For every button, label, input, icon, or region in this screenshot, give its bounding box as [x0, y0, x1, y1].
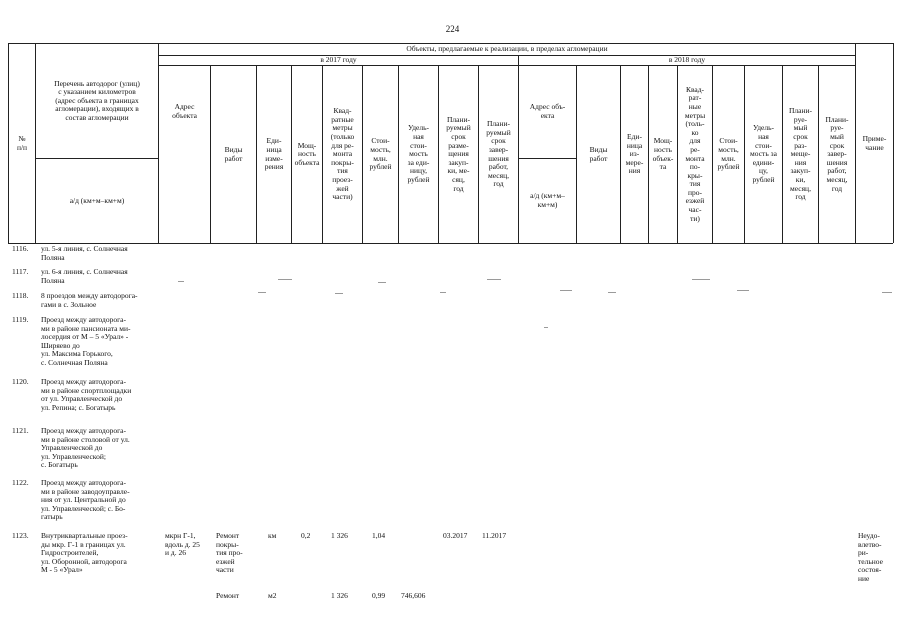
row-road-text: Проезд между автодорога- ми в районе заводоуправле- ния от ул. Центральной до ул. Управленческой; с. Бо- гатырь [41, 478, 130, 522]
header-roads: Перечень автодорог (улиц) с указанием километров (адрес объекта в границах агломерации), входящих в состав агломерации [54, 78, 140, 122]
header-objects: Объекты, предлагаемые к реализации, в пределах агломерации [406, 44, 608, 54]
row-road-text: Проезд между автодорога- ми в районе пансионата ми- лосердия от М – 5 «Урал» - Ширяево до ул. Максима Горького, с. Солнечная Поляна [41, 315, 131, 367]
scan-mark [608, 292, 616, 293]
row-capacity: 0,2 [301, 531, 311, 540]
scan-mark [487, 279, 501, 280]
row-unit-cost: 746,606 [401, 591, 426, 600]
border-right [893, 43, 894, 243]
row-road-text: 8 проездов между автодорога- гами в с. Зольное [41, 291, 138, 309]
scan-mark [258, 292, 266, 293]
row-proc-term: 03.2017 [443, 531, 468, 540]
header-2017-sqm: Квад- ратные метры (только для ре- монта покры- тия проез- жей части) [330, 106, 355, 202]
row-number: 1117. [12, 267, 29, 276]
row-works: Ремонт [216, 591, 240, 600]
header-2018-unit: Еди- ница из- мере- ния [625, 132, 644, 176]
header-2017-address: Адрес объекта [172, 102, 197, 120]
header-roads-sub: а/д (км+м–км+м) [69, 195, 125, 205]
header-2017-end-term: Плани- руемый срок завер- шения работ, месяц, год [486, 119, 511, 189]
scan-mark [544, 327, 548, 328]
header-number: № п/п [16, 133, 28, 152]
row-road-text: Проезд между автодорога- ми в районе спортплощадки от ул. Управленческой до ул. Репина; с. Богатырь [41, 377, 132, 412]
row-number: 1116. [12, 244, 29, 253]
header-2017-works: Виды работ [224, 144, 243, 163]
header-2017-capacity: Мощ- ность объекта [294, 140, 320, 167]
row-end-term: 11.2017 [482, 531, 507, 540]
scan-mark [335, 293, 343, 294]
header-2018-cost: Стои- мость, млн. рублей [717, 136, 740, 172]
header-2017-unit: Еди- ница изме- рения [264, 136, 284, 172]
row-cost: 1,04 [372, 531, 386, 540]
header-2017-unit-cost: Удель- ная стои- мость за еди- ницу, рублей [407, 123, 430, 184]
row-sqm: 1 326 [331, 591, 348, 600]
header-2017-proc-term: Плани- руемый срок разме- щения закуп- ки, ме- сяц, год [446, 114, 471, 193]
row-number: 1121. [12, 426, 29, 435]
header-2018-proc-term: Плани- руе- мый срок раз- меще- ния закуп- ки, месяц, год [788, 106, 812, 202]
header-note: Приме- чание [862, 133, 887, 152]
row-road-text: Проезд между автодорога- ми в районе столовой от ул. Управленческой до ул. Управленческой; с. Богатырь [41, 426, 130, 470]
header-year-2017: в 2017 году [320, 55, 357, 65]
header-bottom-line [8, 243, 893, 244]
scan-mark [178, 281, 184, 282]
scan-mark [278, 279, 292, 280]
scan-mark [692, 279, 710, 280]
row-works: Ремонт покры- тия про- езжей части [216, 531, 243, 575]
scan-mark [560, 290, 572, 291]
row-road-text: Внутриквартальные проез- ды мкр. Г-1 в границах ул. Гидростроителей, ул. Оборонной, автодорога М - 5 «Урал» [41, 531, 128, 575]
scan-mark [440, 292, 446, 293]
header-2017-cost: Стои- мость, млн. рублей [369, 136, 392, 172]
row-unit: м2 [268, 591, 277, 600]
header-2018-works: Виды работ [589, 144, 608, 163]
scan-mark [882, 292, 892, 293]
row-number: 1120. [12, 377, 29, 386]
row-number: 1123. [12, 531, 29, 540]
header-2018-unit-cost: Удель- ная стои- мость за едини- цу, рублей [750, 123, 777, 184]
row-number: 1119. [12, 315, 29, 324]
page-number: 224 [445, 24, 460, 34]
row-unit: км [268, 531, 277, 540]
header-2018-sqm: Квад- рат- ные метры (толь- ко для ре- монта по- кры- тия про- езжей час- ти) [684, 84, 706, 223]
header-2018-address-sub: а/д (км+м– км+м) [530, 191, 565, 209]
header-2018-end-term: Плани- руе- мый срок завер- шения работ, месяц, год [825, 114, 849, 193]
header-year-2018: в 2018 году [668, 55, 706, 65]
scan-mark [737, 290, 749, 291]
header-2018-capacity: Мощ- ность объек- та [652, 136, 674, 172]
scan-mark [378, 282, 386, 283]
row-cost: 0,99 [372, 591, 386, 600]
row-address: мкрн Г-1, вдоль д. 25 и д. 26 [165, 531, 200, 558]
row-number: 1118. [12, 291, 29, 300]
row-road-text: ул. 5-я линия, с. Солнечная Поляна [41, 244, 128, 262]
header-2018-address: Адрес объ- екта [529, 102, 566, 120]
row-number: 1122. [12, 478, 29, 487]
row-road-text: ул. 6-я линия, с. Солнечная Поляна [41, 267, 128, 285]
row-sqm: 1 326 [331, 531, 348, 540]
row-note: Неудо- влетво- ри- тельное состоя- ние [858, 531, 883, 583]
